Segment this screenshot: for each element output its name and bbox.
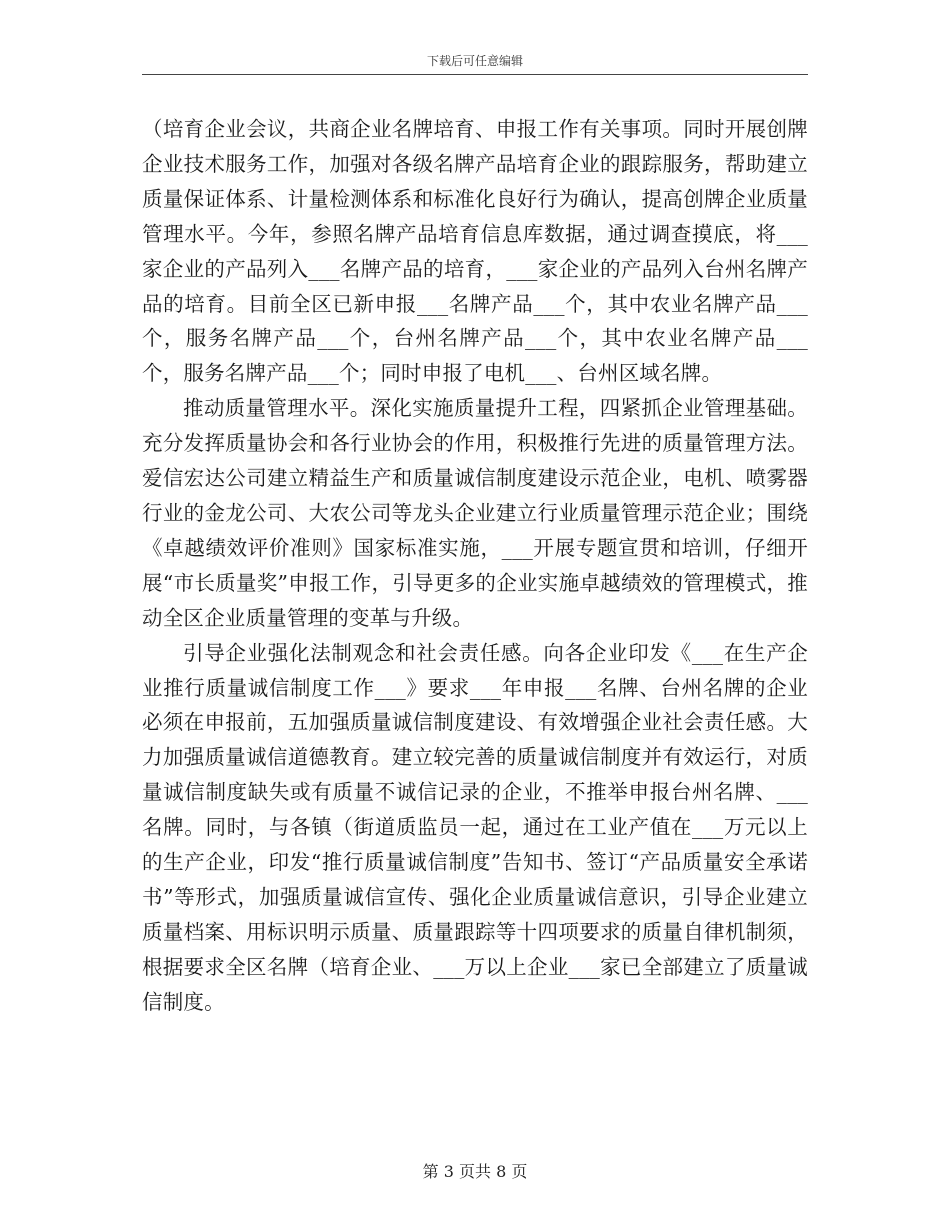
document-body [142, 112, 808, 1020]
paragraph-3: 引导企业强化法制观念和社会责任感。向各企业印发《___在生产企业推行质量诚信制度工作___》要求___年申报___名牌、台州名牌的企业必须在申报前，五加强质量诚信制度建设、有效增强企业社会责任感。大力加强质量诚信道德教育。建立较完善的质量诚信制度并有效运行，对质量诚信制度缺失或有质量不诚信记录的企业，不推举申报台州名牌、___名牌。同时，与各镇（街道质监员一起，通过在工业产值在___万元以上的生产企业，印发“推行质量诚信制度”告知书、签订“产品质量安全承诺书”等形式，加强质量诚信宣传、强化企业质量诚信意识，引导企业建立质量档案、用标识明示质量、质量跟踪等十四项要求的质量自律机制须，根据要求全区名牌（培育企业、___万以上企业___家已全部建立了质量诚信制度。 [142, 640, 808, 1014]
page-number: 第 3 页共 8 页 [422, 1162, 528, 1181]
paragraph-1: （培育企业会议，共商企业名牌培育、申报工作有关事项。同时开展创牌企业技术服务工作，加强对各级名牌产品培育企业的跟踪服务，帮助建立质量保证体系、计量检测体系和标准化良好行为确认，提高创牌企业质量管理水平。今年，参照名牌产品培育信息库数据，通过调查摸底，将___家企业的产品列入___名牌产品的培育，___家企业的产品列入台州名牌产品的培育。目前全区已新申报___名牌产品___个，其中农业名牌产品___个，服务名牌产品___个，台州名牌产品___个，其中农业名牌产品___个，服务名牌产品___个；同时申报了电机___、台州区域名牌。 [142, 117, 808, 386]
page-header: 下载后可任意编辑 [426, 54, 523, 68]
header-divider [142, 74, 808, 75]
paragraph-2: 推动质量管理水平。深化实施质量提升工程，四紧抓企业管理基础。充分发挥质量协会和各行业协会的作用，积极推行先进的质量管理方法。爱信宏达公司建立精益生产和质量诚信制度建设示范企业，电机、喷雾器行业的金龙公司、大农公司等龙头企业建立行业质量管理示范企业；围绕《卓越绩效评价准则》国家标准实施，___开展专题宣贯和培训，仔细开展“市长质量奖”申报工作，引导更多的企业实施卓越绩效的管理模式，推动全区企业质量管理的变革与升级。 [142, 396, 808, 630]
